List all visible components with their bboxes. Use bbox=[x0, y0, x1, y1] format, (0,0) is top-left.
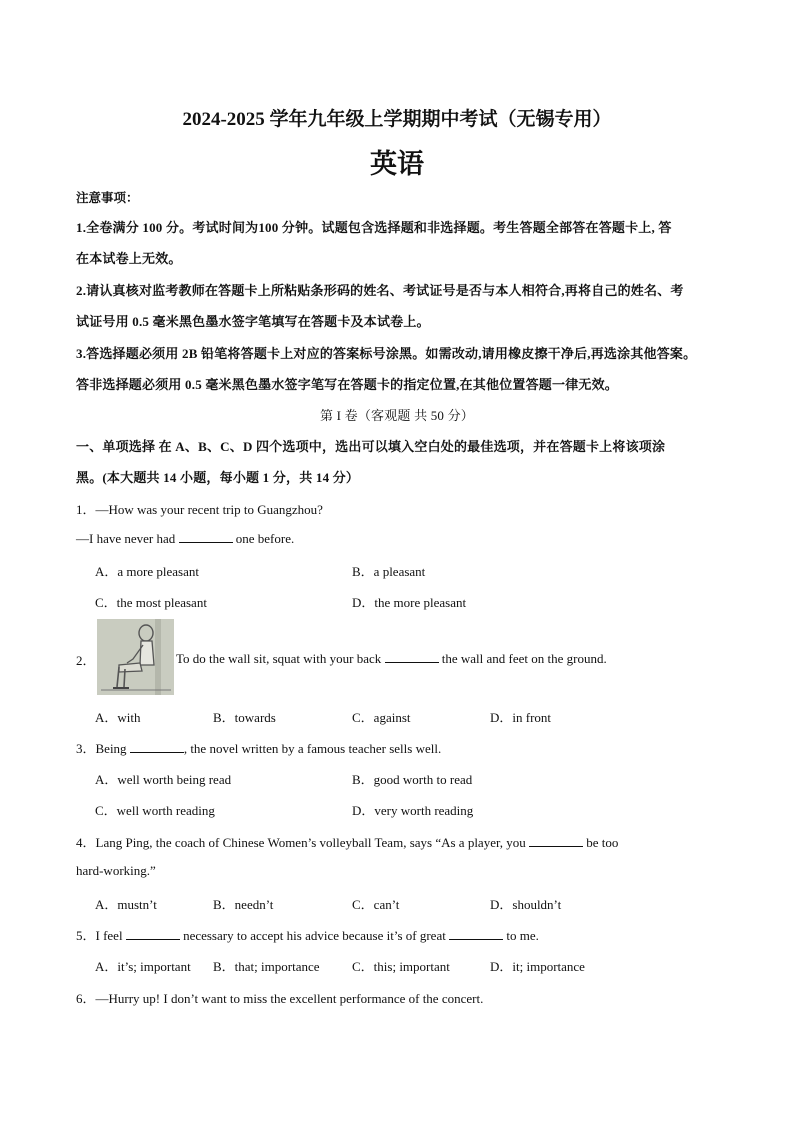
q4-option-c: C．can’t bbox=[352, 897, 400, 912]
q1-option-c: C．the most pleasant bbox=[95, 595, 207, 610]
q1-option-a: A．a more pleasant bbox=[95, 564, 199, 579]
answer-blank bbox=[179, 530, 233, 543]
q4-stem-after: be too bbox=[586, 835, 619, 850]
q5-stem-before: 5．I feel bbox=[76, 928, 123, 943]
q2-stem bbox=[176, 650, 607, 667]
exam-title: 2024-2025 学年九年级上学期期中考试（无锡专用） bbox=[182, 109, 612, 130]
q1-line1: 1．—How was your recent trip to Guangzhou? bbox=[76, 502, 323, 517]
q4-option-b: B．needn’t bbox=[213, 897, 274, 912]
note-line-2: 在本试卷上无效。 bbox=[76, 251, 182, 266]
q3-option-c: C．well worth reading bbox=[95, 803, 215, 818]
q1-line2-after: one before. bbox=[235, 531, 295, 546]
q1-option-d: D．the more pleasant bbox=[352, 595, 467, 610]
q3-option-b: B．good worth to read bbox=[352, 772, 473, 787]
q3-option-d: D．very worth reading bbox=[352, 803, 474, 818]
note-line-5: 3.答选择题必须用 2B 铅笔将答题卡上对应的答案标号涂黑。如需改动,请用橡皮擦干净后,再选涂其他答案。 bbox=[76, 346, 697, 361]
q1-line2-before: —I have never had bbox=[76, 531, 176, 546]
q5-option-c: C．this; important bbox=[352, 959, 450, 974]
q4-stem bbox=[76, 832, 618, 851]
note-line-1: 1.全卷满分 100 分。考试时间为100 分钟。试题包含选择题和非选择题。考生答题全部答在答题卡上, 答 bbox=[76, 220, 672, 235]
q1-line2 bbox=[76, 530, 294, 547]
q2-option-d: D．in front bbox=[490, 710, 552, 725]
q4-stem-before: 4．Lang Ping, the coach of Chinese Women’s volleyball Team, says “As a player, you bbox=[76, 835, 526, 850]
q3-option-a: A．well worth being read bbox=[95, 772, 232, 787]
section-title: 第 I 卷（客观题 共 50 分） bbox=[320, 408, 474, 423]
q5-option-b: B．that; importance bbox=[213, 959, 320, 974]
q5-stem-middle: necessary to accept his advice because it’s of great bbox=[183, 928, 446, 943]
answer-blank bbox=[385, 650, 439, 663]
note-line-3: 2.请认真核对监考教师在答题卡上所粘贴条形码的姓名、考试证号是否与本人相符合,再将自己的姓名、考 bbox=[76, 283, 684, 298]
answer-blank bbox=[449, 927, 503, 940]
q4-stem-line2: hard-working.” bbox=[76, 863, 156, 878]
q2-stem-before: To do the wall sit, squat with your back bbox=[176, 651, 382, 666]
wall-sit-figure-icon bbox=[97, 619, 174, 695]
q3-stem-before: 3．Being bbox=[76, 741, 127, 756]
note-line-4: 试证号用 0.5 毫米黑色墨水签字笔填写在答题卡及本试卷上。 bbox=[76, 314, 430, 329]
q2-option-a: A．with bbox=[95, 710, 141, 725]
q5-option-a: A．it’s; important bbox=[95, 959, 191, 974]
q1-option-b: B．a pleasant bbox=[352, 564, 426, 579]
q2-number: 2． bbox=[76, 653, 96, 668]
q5-stem bbox=[76, 925, 539, 944]
q3-stem-after: , the novel written by a famous teacher sells well. bbox=[183, 741, 442, 756]
section-instruction-1: 一、单项选择 在 A、B、C、D 四个选项中，选出可以填入空白处的最佳选项，并在答题卡上将该项涂 bbox=[76, 439, 666, 454]
answer-blank bbox=[529, 834, 583, 847]
q5-stem-after: to me. bbox=[506, 928, 539, 943]
answer-blank bbox=[126, 927, 180, 940]
note-line-6: 答非选择题必须用 0.5 毫米黑色墨水签字笔写在答题卡的指定位置,在其他位置答题一律无效。 bbox=[76, 377, 619, 392]
q2-option-c: C．against bbox=[352, 710, 411, 725]
q2-option-b: B．towards bbox=[213, 710, 276, 725]
q4-option-d: D．shouldn’t bbox=[490, 897, 562, 912]
q5-option-d: D．it; importance bbox=[490, 959, 585, 974]
q3-stem bbox=[76, 738, 441, 757]
answer-blank bbox=[130, 740, 184, 753]
wall-sit-image bbox=[97, 619, 174, 695]
subject-title: 英语 bbox=[370, 149, 424, 179]
notes-heading: 注意事项： bbox=[76, 191, 139, 205]
section-instruction-2: 黑。(本大题共 14 小题，每小题 1 分，共 14 分） bbox=[76, 470, 360, 485]
q2-stem-after: the wall and feet on the ground. bbox=[441, 651, 607, 666]
q4-option-a: A．mustn’t bbox=[95, 897, 157, 912]
q6-line1: 6．—Hurry up! I don’t want to miss the excellent performance of the concert. bbox=[76, 991, 484, 1006]
